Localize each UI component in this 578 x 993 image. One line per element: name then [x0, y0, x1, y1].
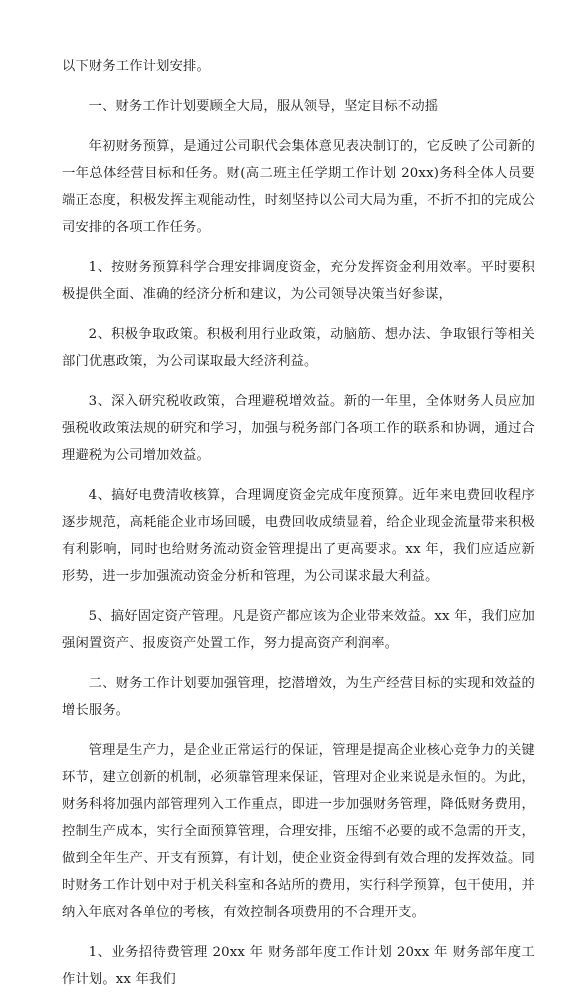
section-heading-2: 二、财务工作计划要加强管理，挖潜增效，为生产经营目标的实现和效益的增长服务。: [62, 676, 535, 718]
body-paragraph: 年初财务预算，是通过公司职代会集体意见表决制订的，它反映了公司新的一年总体经营目标和任务。财(高二班主任学期工作计划 20xx)务科全体人员要端正态度，积极发挥主观能动性，时刻坚持以公司大局为重，不折不扣的完成公司安排的各项工作任务。: [62, 139, 535, 235]
list-item-3: 3、深入研究税收政策，合理避税增效益。新的一年里，全体财务人员应加强税收政策法规的研究和学习，加强与税务部门各项工作的联系和协调，通过合理避税为公司增加效益。: [62, 394, 535, 463]
list-item-2: 2、积极争取政策。积极利用行业政策，动脑筋、想办法、争取银行等相关部门优惠政策，为公司谋取最大经济利益。: [62, 327, 535, 369]
body-paragraph: 管理是生产力，是企业正常运行的保证，管理是提高企业核心竞争力的关键环节，建立创新的机制，必须靠管理来保证，管理对企业来说是永恒的。为此，财务科将加强内部管理列入工作重点，即进一步加强财务管理，降低财务费用，控制生产成本，实行全面预算管理，合理安排，压缩不必要的或不急需的开支，做到全年生产、开支有预算，有计划，使企业资金得到有效合理的发挥效益。同时财务工作计划中对于机关科室和各站所的费用，实行科学预算，包干使用，并纳入年底对各单位的考核，有效控制各项费用的不合理开支。: [62, 743, 535, 920]
section-heading-1: 一、财务工作计划要顾全大局，服从领导，坚定目标不动摇: [88, 99, 439, 114]
list-item-5: 5、搞好固定资产管理。凡是资产都应该为企业带来效益。xx 年，我们应加强闲置资产、报废资产处置工作，努力提高资产利润率。: [62, 609, 535, 651]
intro-line: 以下财务工作计划安排。: [62, 59, 210, 74]
list-item-4: 4、搞好电费清收核算，合理调度资金完成年度预算。近年来电费回收程序逐步规范，高耗能企业市场回暖，电费回收成绩显着，给企业现金流量带来积极有利影响，同时也给财务流动资金管理提出了更高要求。xx 年，我们应适应新形势，进一步加强流动资金分析和管理，为公司谋求最大利益。: [62, 488, 535, 584]
list-item-1: 1、按财务预算科学合理安排调度资金，充分发挥资金利用效率。平时要积极提供全面、准确的经济分析和建议，为公司领导决策当好参谋，: [62, 260, 535, 302]
list-item-1: 1、业务招待费管理 20xx 年 财务部年度工作计划 20xx 年 财务部年度工作计划。xx 年我们: [62, 945, 535, 987]
